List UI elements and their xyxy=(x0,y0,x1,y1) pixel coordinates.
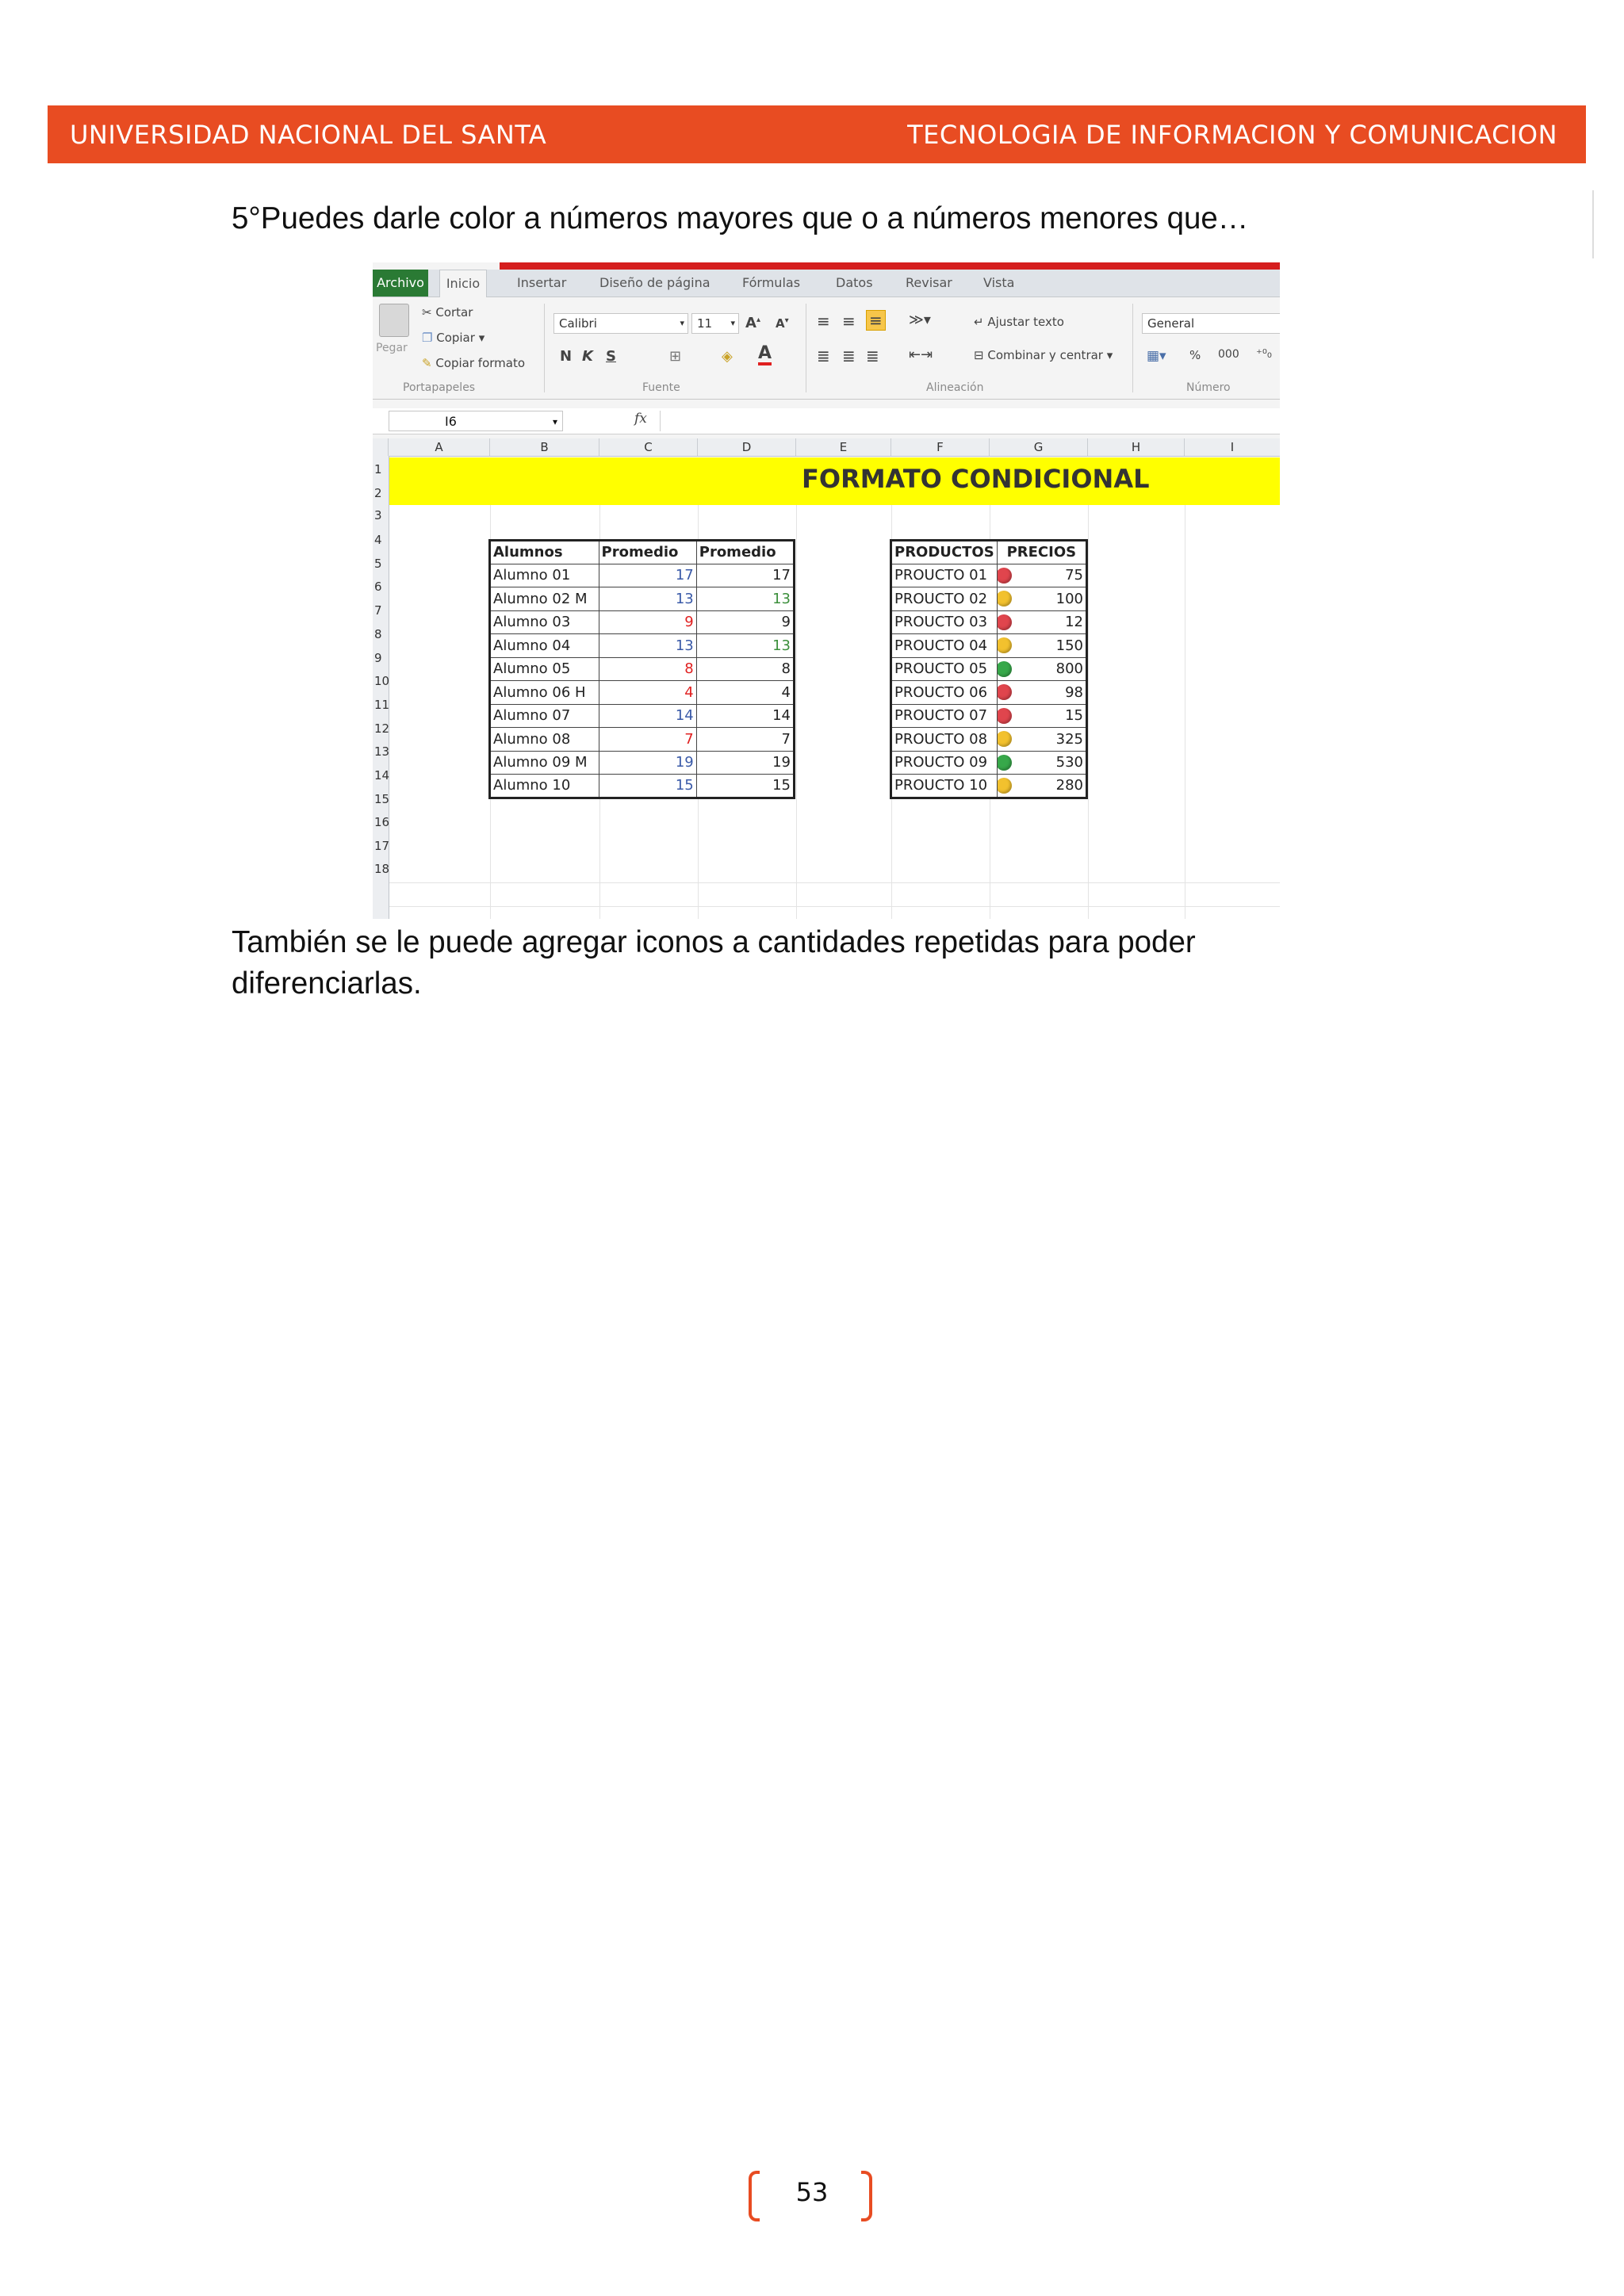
student-name-cell[interactable]: Alumno 06 H xyxy=(490,681,599,705)
promedio-c-cell[interactable]: 17 xyxy=(599,564,696,587)
tab-archivo[interactable]: Archivo xyxy=(373,270,428,297)
orientation-icon[interactable]: ≫▾ xyxy=(909,312,931,328)
tab-datos[interactable]: Datos xyxy=(836,275,873,290)
format-painter-button[interactable]: ✎ Copiar formato xyxy=(422,356,526,370)
price-cell[interactable] xyxy=(997,634,1086,658)
name-box[interactable]: I6 ▾ xyxy=(389,411,563,431)
price-value: 100 xyxy=(1055,590,1083,607)
promedio-c-cell[interactable]: 14 xyxy=(599,704,696,728)
promedio-c-cell[interactable]: 4 xyxy=(599,681,696,705)
copy-icon: ❐ xyxy=(422,331,437,345)
product-name-cell[interactable]: PROUCTO 10 xyxy=(891,775,998,798)
header-precios[interactable]: PRECIOS xyxy=(997,541,1086,564)
row-number[interactable]: 12 xyxy=(374,721,390,736)
bold-icon[interactable]: N xyxy=(560,348,573,365)
title-bar xyxy=(500,262,1280,270)
col-d[interactable]: D xyxy=(698,438,796,456)
products-header-row xyxy=(891,541,1087,564)
promedio-c-cell[interactable]: 8 xyxy=(599,657,696,681)
header-alumnos[interactable]: Alumnos xyxy=(490,541,599,564)
tab-inicio[interactable]: Inicio xyxy=(439,270,487,298)
chevron-down-icon: ▾ xyxy=(680,318,684,328)
border-icon[interactable]: ⊞ xyxy=(669,348,682,365)
row-number[interactable]: 15 xyxy=(374,792,390,806)
table-row xyxy=(490,610,795,634)
promedio-d-cell[interactable]: 17 xyxy=(696,564,794,587)
table-row xyxy=(891,657,1087,681)
row-number[interactable]: 4 xyxy=(374,533,382,547)
thousands-icon[interactable]: 000 xyxy=(1218,348,1239,361)
price-value: 530 xyxy=(1055,754,1083,771)
row-number[interactable]: 7 xyxy=(374,603,382,618)
fx-icon[interactable]: fx xyxy=(634,411,647,427)
cut-button[interactable]: ✂ Cortar xyxy=(422,305,473,320)
promedio-c-cell[interactable]: 7 xyxy=(599,728,696,752)
table-row xyxy=(891,681,1087,705)
table-row xyxy=(490,751,795,775)
row-number[interactable]: 16 xyxy=(374,815,390,829)
promedio-d-cell[interactable]: 15 xyxy=(696,775,794,798)
promedio-c-cell[interactable]: 19 xyxy=(599,751,696,775)
row-headers xyxy=(373,456,389,919)
tab-vista[interactable]: Vista xyxy=(983,275,1015,290)
yellow-circle-icon xyxy=(997,778,1012,794)
scissors-icon: ✂ xyxy=(422,305,436,320)
product-name-cell[interactable]: PROUCTO 03 xyxy=(891,610,998,634)
promedio-c-cell[interactable]: 13 xyxy=(599,634,696,658)
price-cell[interactable] xyxy=(997,564,1086,587)
promedio-d-cell[interactable]: 7 xyxy=(696,728,794,752)
percent-icon[interactable]: % xyxy=(1189,348,1201,362)
product-name-cell[interactable]: PROUCTO 06 xyxy=(891,681,998,705)
row-number[interactable]: 2 xyxy=(374,486,382,500)
price-value: 325 xyxy=(1055,730,1083,748)
col-h[interactable]: H xyxy=(1088,438,1185,456)
page-number: 53 xyxy=(795,2177,829,2207)
margin-line xyxy=(1592,190,1594,258)
row-number[interactable]: 8 xyxy=(374,627,382,641)
student-name-cell[interactable]: Alumno 05 xyxy=(490,657,599,681)
row-number[interactable]: 14 xyxy=(374,768,390,783)
number-format-select[interactable]: General xyxy=(1142,313,1280,334)
page-header xyxy=(48,105,1586,163)
row-number[interactable]: 5 xyxy=(374,557,382,571)
promedio-d-cell[interactable]: 4 xyxy=(696,681,794,705)
yellow-circle-icon xyxy=(997,731,1012,747)
price-cell[interactable] xyxy=(997,587,1086,611)
table-row xyxy=(490,634,795,658)
banner-title: FORMATO CONDICIONAL xyxy=(802,464,1150,494)
merge-center-button[interactable]: ⊟ Combinar y centrar ▾ xyxy=(974,348,1113,362)
col-g[interactable]: G xyxy=(990,438,1088,456)
row-number[interactable]: 6 xyxy=(374,580,382,594)
table-row xyxy=(891,587,1087,611)
table-row xyxy=(891,610,1087,634)
header-right: TECNOLOGIA DE INFORMACION Y COMUNICACION xyxy=(907,119,1557,150)
brush-icon: ✎ xyxy=(422,356,436,370)
price-value: 98 xyxy=(1065,683,1083,701)
promedio-d-cell[interactable]: 14 xyxy=(696,704,794,728)
formula-bar xyxy=(373,408,1280,434)
font-color-icon[interactable]: A xyxy=(758,345,772,365)
group-numero: Número xyxy=(1186,381,1231,394)
row-number[interactable]: 18 xyxy=(374,862,390,876)
worksheet-grid xyxy=(373,438,1280,919)
promedio-c-cell[interactable]: 15 xyxy=(599,775,696,798)
student-name-cell[interactable]: Alumno 10 xyxy=(490,775,599,798)
student-name-cell[interactable]: Alumno 07 xyxy=(490,704,599,728)
align-right-icon[interactable]: ≣ xyxy=(866,346,879,365)
italic-icon[interactable]: K xyxy=(582,348,593,365)
paragraph-1: 5°Puedes darle color a números mayores que o a números menores que… xyxy=(232,201,1249,235)
table-row xyxy=(891,728,1087,752)
yellow-circle-icon xyxy=(997,591,1012,607)
product-name-cell[interactable]: PROUCTO 04 xyxy=(891,634,998,658)
student-name-cell[interactable]: Alumno 02 M xyxy=(490,587,599,611)
student-name-cell[interactable]: Alumno 03 xyxy=(490,610,599,634)
tab-insertar[interactable]: Insertar xyxy=(517,275,567,290)
students-header-row xyxy=(490,541,795,564)
tab-formulas[interactable]: Fórmulas xyxy=(742,275,801,290)
col-a[interactable]: A xyxy=(389,438,490,456)
price-value: 75 xyxy=(1065,567,1083,584)
red-circle-icon xyxy=(997,568,1012,584)
col-c[interactable]: C xyxy=(599,438,698,456)
header-promedio-c[interactable]: Promedio xyxy=(599,541,696,564)
align-left-icon[interactable]: ≣ xyxy=(817,346,830,365)
paste-icon[interactable] xyxy=(379,304,409,337)
price-value: 15 xyxy=(1065,707,1083,725)
row-number[interactable]: 13 xyxy=(374,744,390,759)
price-cell[interactable] xyxy=(997,704,1086,728)
banner-cell[interactable] xyxy=(389,457,1280,505)
ribbon xyxy=(373,297,1280,400)
price-cell[interactable] xyxy=(997,657,1086,681)
col-f[interactable]: F xyxy=(891,438,990,456)
student-name-cell[interactable]: Alumno 04 xyxy=(490,634,599,658)
font-name-select[interactable]: Calibri ▾ xyxy=(553,313,688,334)
decimal-icon[interactable]: ⁺⁰₀ xyxy=(1256,346,1272,361)
align-middle-icon[interactable]: ≡ xyxy=(842,312,856,331)
column-headers xyxy=(373,438,1280,457)
group-alineacion: Alineación xyxy=(926,381,984,394)
price-cell[interactable] xyxy=(997,751,1086,775)
table-row xyxy=(490,728,795,752)
row-number[interactable]: 3 xyxy=(374,508,382,522)
row-number[interactable]: 11 xyxy=(374,698,390,712)
fill-color-icon[interactable]: ◈ xyxy=(722,348,733,365)
price-cell[interactable] xyxy=(997,775,1086,798)
yellow-circle-icon xyxy=(997,637,1012,653)
table-row xyxy=(891,564,1087,587)
promedio-d-cell[interactable]: 13 xyxy=(696,634,794,658)
promedio-d-cell[interactable]: 19 xyxy=(696,751,794,775)
wrap-text-button[interactable]: ↵ Ajustar texto xyxy=(974,315,1064,329)
price-cell[interactable] xyxy=(997,681,1086,705)
excel-screenshot xyxy=(373,262,1280,919)
col-b[interactable]: B xyxy=(490,438,599,456)
table-row xyxy=(490,775,795,798)
promedio-c-cell[interactable]: 9 xyxy=(599,610,696,634)
products-table xyxy=(890,539,1088,799)
group-fuente: Fuente xyxy=(642,381,680,394)
row-number[interactable]: 9 xyxy=(374,651,382,665)
row-number[interactable]: 10 xyxy=(374,674,390,688)
tab-revisar[interactable]: Revisar xyxy=(906,275,952,290)
promedio-d-cell[interactable]: 8 xyxy=(696,657,794,681)
wrap-icon: ↵ xyxy=(974,315,988,329)
header-productos[interactable]: PRODUCTOS xyxy=(891,541,998,564)
promedio-c-cell[interactable]: 13 xyxy=(599,587,696,611)
paragraph-2: También se le puede agregar iconos a cantidades repetidas para poder diferenciarlas. xyxy=(232,925,1196,1001)
row-number[interactable]: 1 xyxy=(374,462,382,476)
student-name-cell[interactable]: Alumno 08 xyxy=(490,728,599,752)
price-value: 280 xyxy=(1055,777,1083,794)
shrink-font-icon[interactable]: A▾ xyxy=(776,316,789,331)
price-value: 800 xyxy=(1055,660,1083,678)
price-cell[interactable] xyxy=(997,728,1086,752)
col-e[interactable]: E xyxy=(796,438,891,456)
paste-label[interactable]: Pegar xyxy=(376,342,408,354)
promedio-d-cell[interactable]: 9 xyxy=(696,610,794,634)
students-table xyxy=(488,539,795,799)
red-circle-icon xyxy=(997,684,1012,700)
table-row xyxy=(490,681,795,705)
green-circle-icon xyxy=(997,661,1012,677)
product-name-cell[interactable]: PROUCTO 07 xyxy=(891,704,998,728)
price-cell[interactable] xyxy=(997,610,1086,634)
chevron-down-icon: ▾ xyxy=(552,416,557,427)
price-value: 12 xyxy=(1065,614,1083,631)
ribbon-tabs xyxy=(373,270,1280,297)
header-left: UNIVERSIDAD NACIONAL DEL SANTA xyxy=(70,119,547,150)
align-bottom-icon[interactable]: ≡ xyxy=(866,310,886,331)
merge-icon: ⊟ xyxy=(974,348,988,362)
table-row xyxy=(490,564,795,587)
copy-button[interactable]: ❐ Copiar ▾ xyxy=(422,331,485,345)
group-portapapeles: Portapapeles xyxy=(403,381,476,394)
product-name-cell[interactable]: PROUCTO 08 xyxy=(891,728,998,752)
product-name-cell[interactable]: PROUCTO 02 xyxy=(891,587,998,611)
promedio-d-cell[interactable]: 13 xyxy=(696,587,794,611)
chevron-down-icon: ▾ xyxy=(730,318,735,328)
font-size-select[interactable]: 11 ▾ xyxy=(691,313,739,334)
red-circle-icon xyxy=(997,614,1012,630)
table-row xyxy=(891,775,1087,798)
table-row xyxy=(891,634,1087,658)
table-row xyxy=(891,751,1087,775)
green-circle-icon xyxy=(997,755,1012,771)
product-name-cell[interactable]: PROUCTO 05 xyxy=(891,657,998,681)
grow-font-icon[interactable]: A▴ xyxy=(745,315,760,331)
underline-icon[interactable]: S xyxy=(606,348,616,365)
table-row xyxy=(891,704,1087,728)
price-value: 150 xyxy=(1055,637,1083,654)
col-i[interactable]: I xyxy=(1230,440,1235,454)
red-circle-icon xyxy=(997,708,1012,724)
row-number[interactable]: 17 xyxy=(374,839,390,853)
product-name-cell[interactable]: PROUCTO 09 xyxy=(891,751,998,775)
formula-input[interactable] xyxy=(660,411,1280,431)
align-top-icon[interactable]: ≡ xyxy=(817,312,830,331)
tab-diseno[interactable]: Diseño de página xyxy=(599,275,710,290)
header-promedio-d[interactable]: Promedio xyxy=(696,541,794,564)
indent-icon[interactable]: ⇤⇥ xyxy=(909,346,933,363)
student-name-cell[interactable]: Alumno 01 xyxy=(490,564,599,587)
currency-icon[interactable]: ▦▾ xyxy=(1147,348,1166,364)
table-row xyxy=(490,704,795,728)
align-center-icon[interactable]: ≣ xyxy=(842,346,856,365)
product-name-cell[interactable]: PROUCTO 01 xyxy=(891,564,998,587)
table-row xyxy=(490,657,795,681)
table-row xyxy=(490,587,795,611)
student-name-cell[interactable]: Alumno 09 M xyxy=(490,751,599,775)
